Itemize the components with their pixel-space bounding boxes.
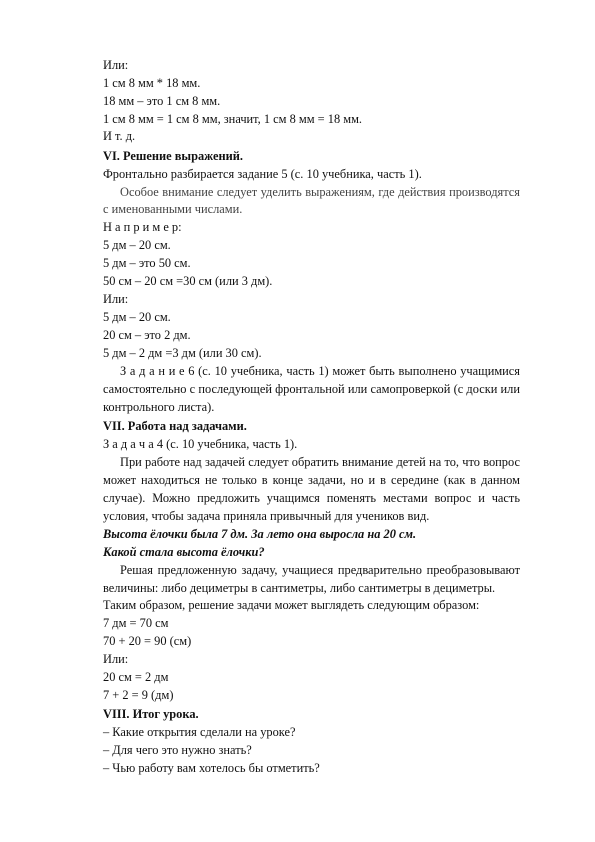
paragraph-line: может находиться не только в конце задачи, но и в середине (как в данном [103,473,520,487]
solution-line: Или: [103,652,129,666]
paragraph-line: Таким образом, решение задачи может выглядеть следующим образом: [103,598,480,612]
paragraph-line: Фронтально разбирается задание 5 (с. 10 учебника, часть 1). [103,167,422,181]
problem-question: Какой стала высота ёлочки? [103,545,265,559]
solution-line: 70 + 20 = 90 (см) [103,634,192,648]
paragraph-line: 5 дм – 20 см. [103,238,171,252]
paragraph-line: Или: [103,58,129,72]
paragraph-line: З а д а н и е 6 (с. 10 учебника, часть 1) может быть выполнено учащимися [120,364,520,378]
paragraph-line: 18 мм – это 1 см 8 мм. [103,94,221,108]
question-line: – Чью работу вам хотелось бы отметить? [103,761,320,775]
solution-line: 7 + 2 = 9 (дм) [103,688,174,702]
question-line: – Для чего это нужно знать? [103,743,252,757]
paragraph-line: 5 дм – это 50 см. [103,256,191,270]
paragraph-line: И т. д. [103,129,136,143]
solution-line: 7 дм = 70 см [103,616,169,630]
paragraph-line: Решая предложенную задачу, учащиеся предварительно преобразовывают [120,563,520,577]
paragraph-line: При работе над задачей следует обратить внимание детей на то, что вопрос [120,455,520,469]
solution-line: 20 см = 2 дм [103,670,169,684]
question-line: – Какие открытия сделали на уроке? [103,725,296,739]
paragraph-line: 1 см 8 мм * 18 мм. [103,76,201,90]
problem-statement: Высота ёлочки была 7 дм. За лето она выросла на 20 см. [103,527,417,541]
section-heading-viii: VIII. Итог урока. [103,707,199,721]
paragraph-line: величины: либо дециметры в сантиметры, либо сантиметры в дециметры. [103,581,496,595]
section-heading-vi: VI. Решение выражений. [103,149,243,163]
section-heading-vii: VII. Работа над задачами. [103,419,247,433]
paragraph-line: условия, чтобы задача приняла привычный для учеников вид. [103,509,430,523]
paragraph-line: с именованными числами. [103,202,243,216]
paragraph-line: 1 см 8 мм = 1 см 8 мм, значит, 1 см 8 мм = 18 мм. [103,112,363,126]
paragraph-line: 5 дм – 2 дм =3 дм (или 30 см). [103,346,262,360]
paragraph-line: 50 см – 20 см =30 см (или 3 дм). [103,274,273,288]
paragraph-line: 5 дм – 20 см. [103,310,171,324]
paragraph-line: случае). Можно предложить учащимся поменять местами вопрос и часть [103,491,520,505]
paragraph-line: Или: [103,292,129,306]
paragraph-line: контрольного листа). [103,400,215,414]
paragraph-line: самостоятельно с последующей фронтальной или самопроверкой (с доски или [103,382,520,396]
paragraph-line: 20 см – это 2 дм. [103,328,191,342]
paragraph-line: Особое внимание следует уделить выражениям, где действия производятся [120,185,520,199]
example-label: Н а п р и м е р: [103,220,182,234]
task-label: З а д а ч а 4 (с. 10 учебника, часть 1). [103,437,298,451]
